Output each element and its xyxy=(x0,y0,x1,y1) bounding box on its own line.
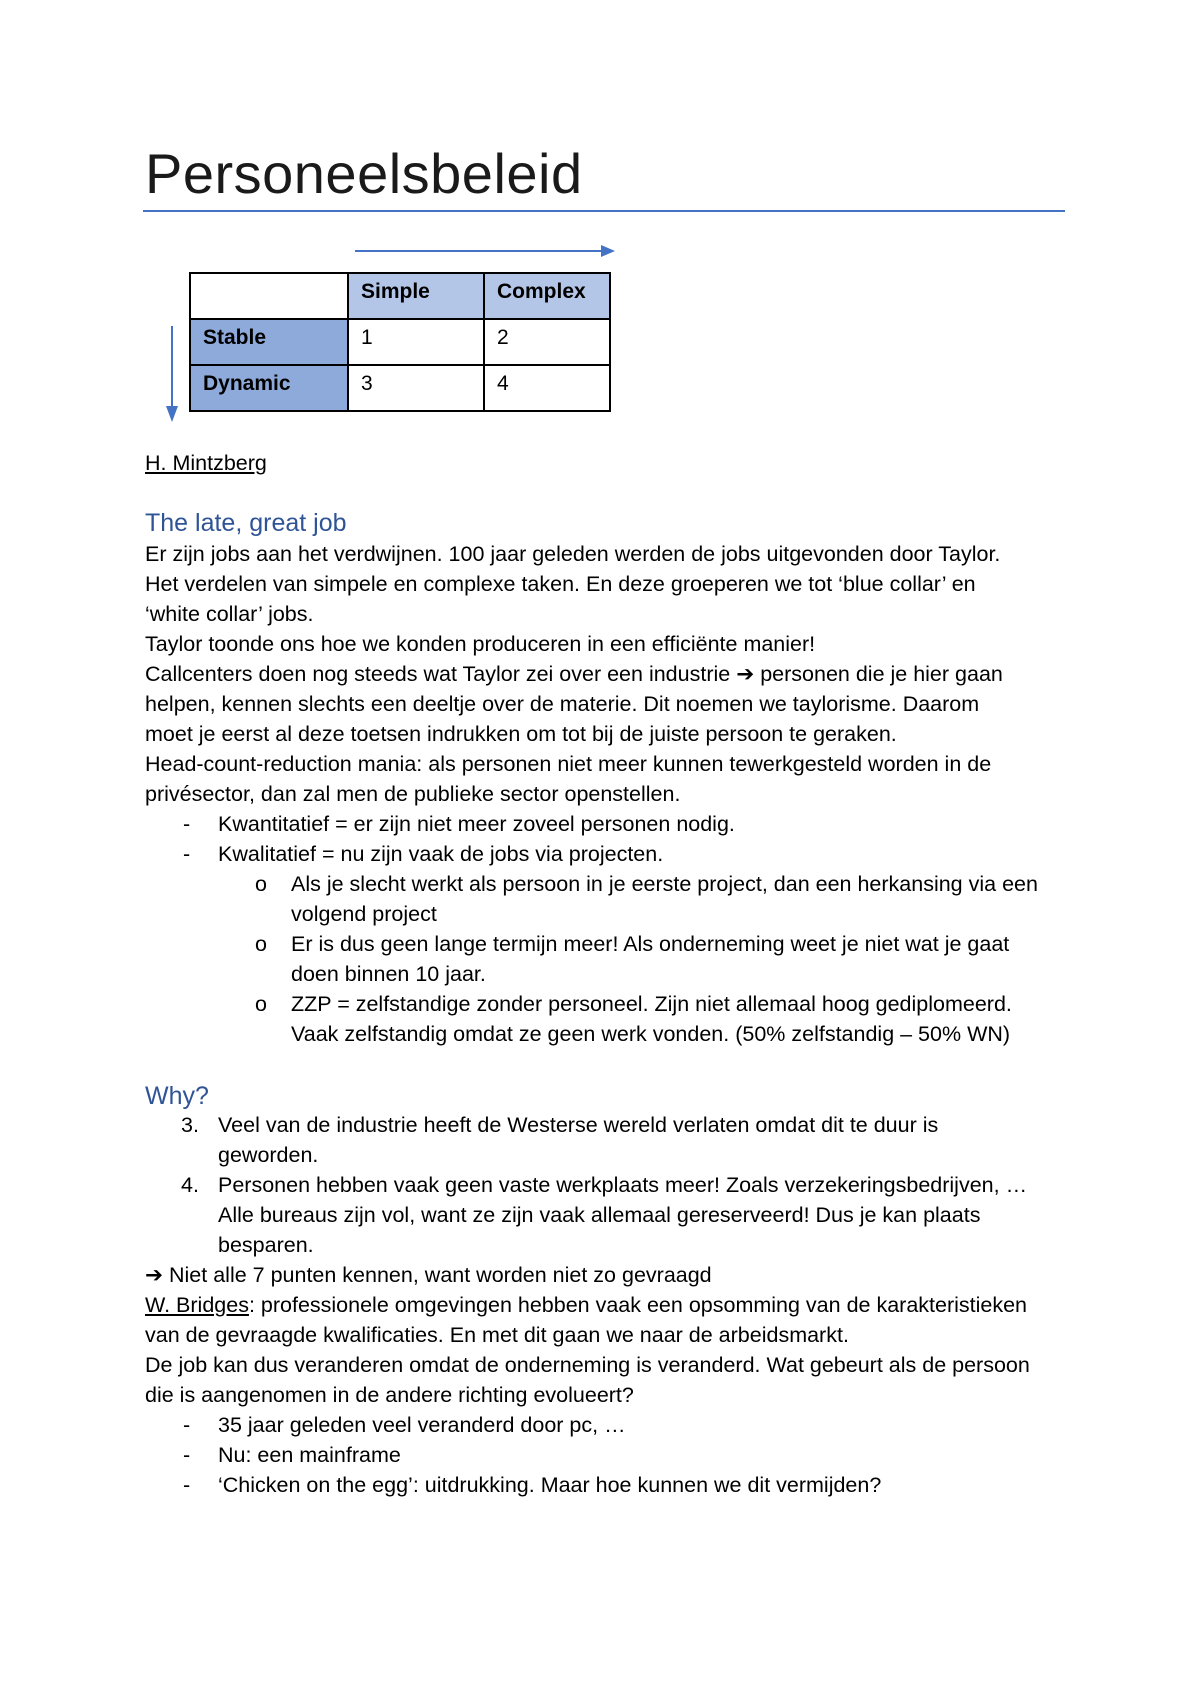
list-item-text: Vaak zelfstandig omdat ze geen werk vonden. (50% zelfstandig – 50% WN) xyxy=(291,1022,1011,1046)
dash-bullet-icon: - xyxy=(183,842,191,866)
text-line: De job kan dus veranderen omdat de onderneming is veranderd. Wat gebeurt als de persoon xyxy=(145,1353,1030,1377)
bullet-list xyxy=(145,1410,1075,1500)
section-body-why xyxy=(145,1110,1075,1500)
author-name: W. Bridges xyxy=(145,1293,249,1317)
section-heading-late-great-job: The late, great job xyxy=(145,509,347,537)
section-heading-why: Why? xyxy=(145,1082,209,1110)
list-item xyxy=(145,809,1075,839)
matrix-row-label: Stable xyxy=(190,319,348,365)
text-fragment: Niet alle 7 punten kennen, want worden niet zo gevraagd xyxy=(169,1263,712,1287)
text-fragment: personen die je hier gaan xyxy=(760,662,1003,686)
mintzberg-matrix xyxy=(189,272,611,412)
list-number: 3. xyxy=(181,1113,199,1137)
list-item xyxy=(145,1440,1075,1470)
text-line: privésector, dan zal men de publieke sector openstellen. xyxy=(145,782,681,806)
text-line xyxy=(145,1260,1075,1290)
text-line xyxy=(145,659,1075,689)
list-item-text: Nu: een mainframe xyxy=(218,1443,401,1467)
list-item-text: Kwalitatief = nu zijn vaak de jobs via projecten. xyxy=(218,842,664,866)
matrix-header-simple: Simple xyxy=(348,273,484,319)
circle-bullet-icon: o xyxy=(255,992,267,1016)
list-item-text: Als je slecht werkt als persoon in je eerste project, dan een herkansing via een xyxy=(291,872,1038,896)
list-item xyxy=(145,869,1075,929)
matrix-row-label: Dynamic xyxy=(190,365,348,411)
text-line: moet je eerst al deze toetsen indrukken om tot bij de juiste persoon te geraken. xyxy=(145,722,897,746)
text-line: Head-count-reduction mania: als personen niet meer kunnen tewerkgesteld worden in de xyxy=(145,752,992,776)
text-line: die is aangenomen in de andere richting evolueert? xyxy=(145,1383,634,1407)
list-item xyxy=(145,929,1075,989)
list-item-text: Kwantitatief = er zijn niet meer zoveel personen nodig. xyxy=(218,812,735,836)
text-line: helpen, kennen slechts een deeltje over de materie. Dit noemen we taylorisme. Daarom xyxy=(145,692,980,716)
matrix-cell: 1 xyxy=(348,319,484,365)
dash-bullet-icon: - xyxy=(183,812,191,836)
list-item xyxy=(145,989,1075,1049)
paragraph xyxy=(145,1260,1075,1410)
page-title: Personeelsbeleid xyxy=(145,142,583,205)
circle-bullet-icon: o xyxy=(255,932,267,956)
list-item-text: 35 jaar geleden veel veranderd door pc, … xyxy=(218,1413,626,1437)
list-number: 4. xyxy=(181,1173,199,1197)
matrix-header-row xyxy=(190,273,610,319)
list-item xyxy=(145,1410,1075,1440)
dash-bullet-icon: - xyxy=(183,1473,191,1497)
text-line: Taylor toonde ons hoe we konden produceren in een efficiënte manier! xyxy=(145,632,816,656)
dash-bullet-icon: - xyxy=(183,1443,191,1467)
list-item-text: Er is dus geen lange termijn meer! Als onderneming weet je niet wat je gaat xyxy=(291,932,1010,956)
matrix-row-dynamic xyxy=(190,365,610,411)
matrix-cell: 4 xyxy=(484,365,610,411)
list-item-text: volgend project xyxy=(291,902,437,926)
matrix-cell: 2 xyxy=(484,319,610,365)
bullet-list xyxy=(145,809,1075,869)
text-line: van de gevraagde kwalificaties. En met dit gaan we naar de arbeidsmarkt. xyxy=(145,1323,849,1347)
text-line: Het verdelen van simpele en complexe taken. En deze groeperen we tot ‘blue collar’ en xyxy=(145,572,976,596)
paragraph xyxy=(145,539,1075,809)
list-item-text: Veel van de industrie heeft de Westerse wereld verlaten omdat dit te duur is xyxy=(218,1113,939,1137)
text-fragment: Callcenters doen nog steeds wat Taylor zei over een industrie xyxy=(145,662,731,686)
list-item-text: Personen hebben vaak geen vaste werkplaats meer! Zoals verzekeringsbedrijven, … xyxy=(218,1173,1028,1197)
author-credit: H. Mintzberg xyxy=(145,451,267,475)
dash-bullet-icon: - xyxy=(183,1413,191,1437)
list-item-text: ‘Chicken on the egg’: uitdrukking. Maar hoe kunnen we dit vermijden? xyxy=(218,1473,882,1497)
right-arrow-icon: ➔ xyxy=(736,662,755,686)
text-line xyxy=(145,1290,1075,1320)
text-line: Er zijn jobs aan het verdwijnen. 100 jaar geleden werden de jobs uitgevonden door Taylor. xyxy=(145,542,1001,566)
list-item xyxy=(145,839,1075,869)
complexity-arrow-icon xyxy=(355,244,615,258)
list-item-text: ZZP = zelfstandige zonder personeel. Zijn niet allemaal hoog gediplomeerd. xyxy=(291,992,1012,1016)
list-item xyxy=(145,1170,1075,1260)
list-item-text: geworden. xyxy=(218,1143,319,1167)
list-item xyxy=(145,1110,1075,1170)
right-arrow-icon: ➔ xyxy=(145,1263,164,1287)
list-item-text: besparen. xyxy=(218,1233,314,1257)
text-fragment: : professionele omgevingen hebben vaak een opsomming van de karakteristieken xyxy=(248,1293,1028,1317)
matrix-cell: 3 xyxy=(348,365,484,411)
title-underline xyxy=(143,210,1065,212)
matrix-header-complex: Complex xyxy=(484,273,610,319)
matrix-row-stable xyxy=(190,319,610,365)
dynamics-arrow-icon xyxy=(164,326,180,422)
sub-bullet-list xyxy=(145,869,1075,1049)
text-line: ‘white collar’ jobs. xyxy=(145,602,314,626)
list-item xyxy=(145,1470,1075,1500)
circle-bullet-icon: o xyxy=(255,872,267,896)
section-body-late-great-job xyxy=(145,539,1075,1049)
matrix-corner-cell xyxy=(190,273,348,319)
list-item-text: Alle bureaus zijn vol, want ze zijn vaak allemaal gereserveerd! Dus je kan plaats xyxy=(218,1203,981,1227)
numbered-list xyxy=(145,1110,1075,1260)
list-item-text: doen binnen 10 jaar. xyxy=(291,962,486,986)
